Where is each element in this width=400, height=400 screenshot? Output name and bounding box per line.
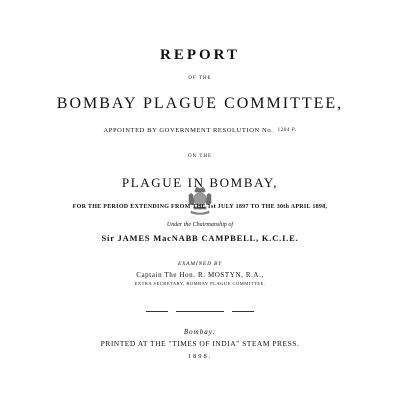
examiner-title: EXTRA SECRETARY, BOMBAY PLAGUE COMMITTEE. (134, 281, 266, 286)
divider-rule-left (146, 311, 168, 312)
chairmanship-intro: Under the Chairmanship of (166, 222, 234, 228)
appointment-line (0, 128, 400, 135)
divider-rule-center (176, 311, 224, 312)
chairman-name: Sir JAMES MacNABB CAMPBELL, K.C.I.E. (101, 233, 299, 243)
resolution-number: 1204 P. (277, 128, 297, 133)
appointment-text: APPOINTED BY GOVERNMENT RESOLUTION No. (103, 127, 274, 134)
examined-by-label: EXAMINED BY (177, 261, 223, 267)
publication-year: 1898. (187, 353, 213, 360)
report-period: FOR THE PERIOD EXTENDING FROM THE 1st JULY 1897 TO THE 30th APRIL 1898, (72, 204, 328, 210)
report-title: REPORT (160, 47, 240, 63)
examiner-name: Captain The Hon. R. MOSTYN, R.A., (136, 271, 264, 279)
of-the-text: OF THE (188, 76, 212, 81)
royal-crest-icon (186, 186, 214, 216)
on-the-text: ON THE (187, 154, 213, 159)
divider-rule-right (232, 311, 254, 312)
committee-name: BOMBAY PLAGUE COMMITTEE, (56, 95, 344, 112)
publication-place: Bombay: (183, 328, 217, 336)
printer-line: PRINTED AT THE "TIMES OF INDIA" STEAM PRESS. (100, 339, 300, 348)
subject-title: PLAGUE IN BOMBAY, (121, 175, 279, 190)
